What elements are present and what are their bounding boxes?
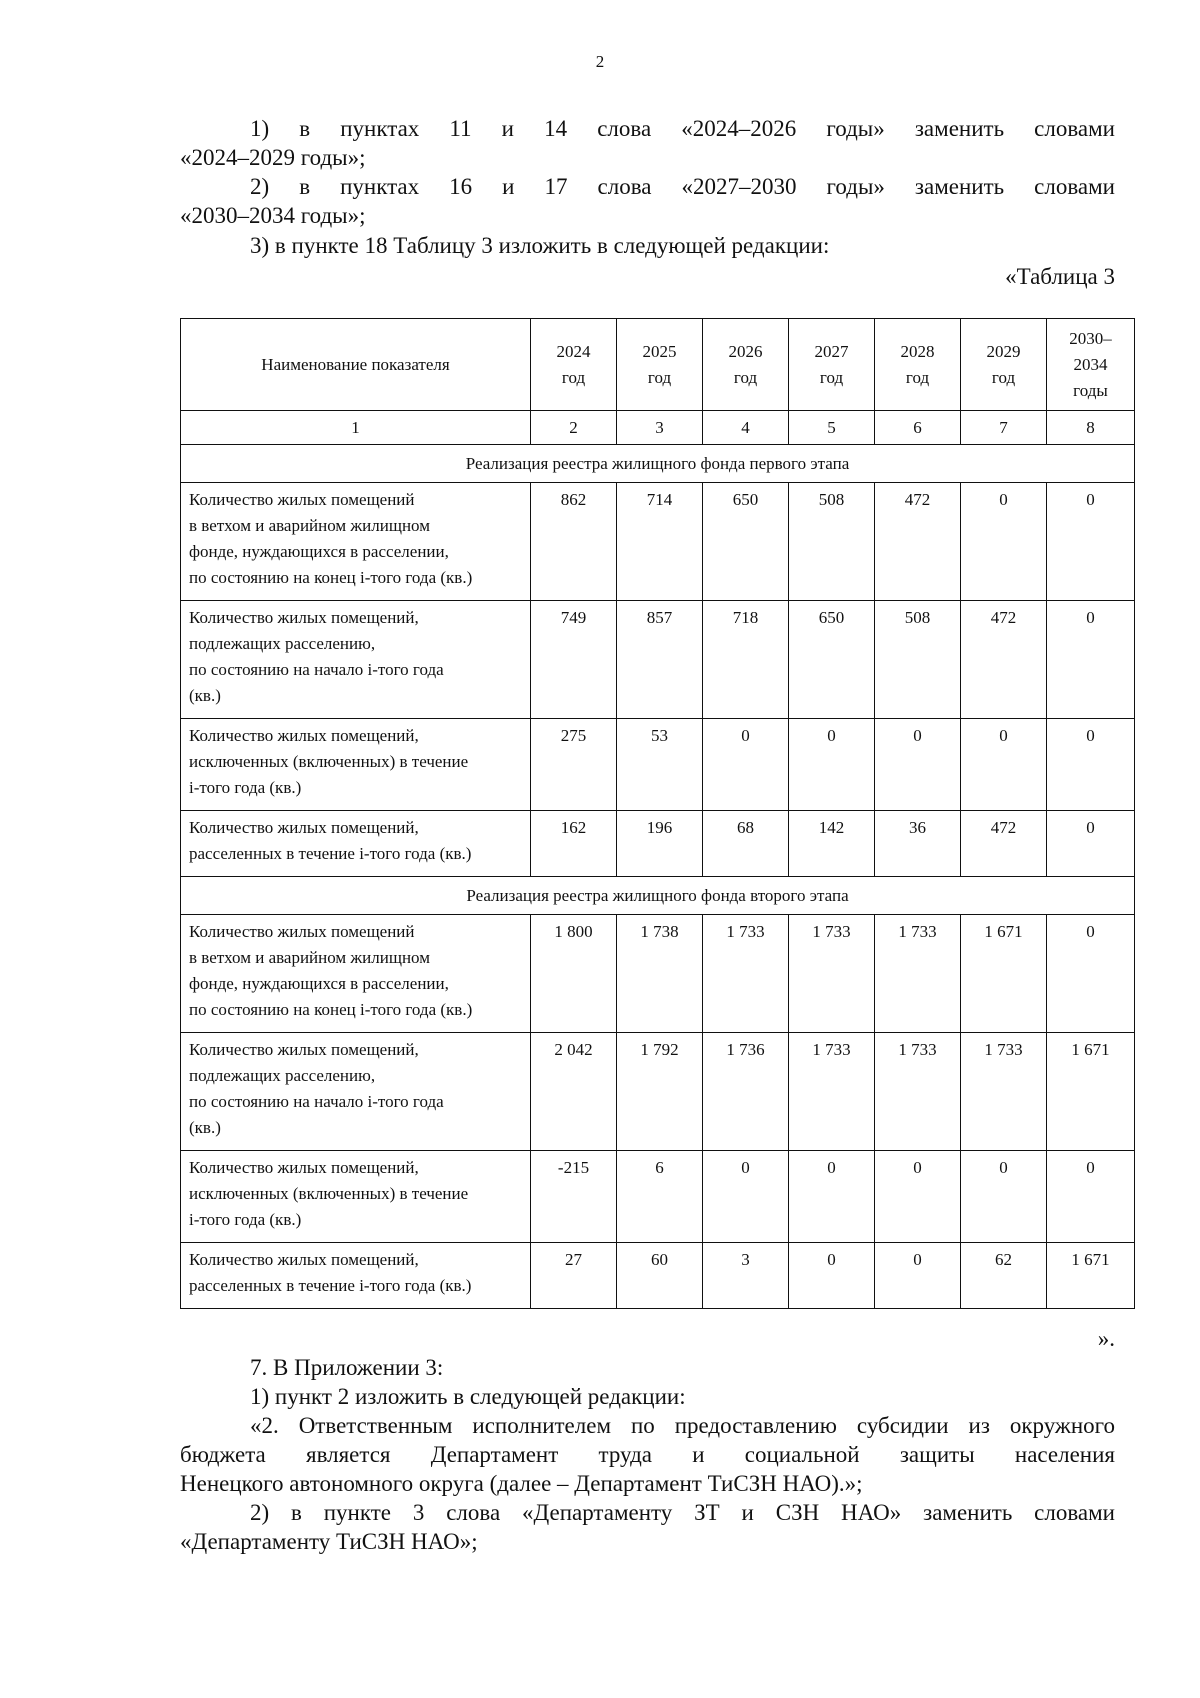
value-cell: 857: [617, 601, 703, 719]
appendix-heading: 7. В Приложении 3:: [250, 1355, 444, 1380]
value-cell: 0: [703, 1151, 789, 1243]
row-label-line: Количество жилых помещений,: [189, 608, 419, 627]
value-cell: 0: [961, 483, 1047, 601]
row-label: [181, 1033, 531, 1151]
row-label-line: Количество жилых помещений,: [189, 1040, 419, 1059]
value-cell: 472: [961, 601, 1047, 719]
value-cell: 508: [875, 601, 961, 719]
table-row: [181, 915, 1135, 1033]
value-cell: 0: [1047, 601, 1135, 719]
column-number: 2: [531, 411, 617, 445]
table-row: [181, 719, 1135, 811]
row-label-line: в ветхом и аварийном жилищном: [189, 516, 430, 535]
header-year-2030-2034: [1047, 319, 1135, 411]
header-year-unit: год: [905, 367, 930, 387]
row-label-line: Количество жилых помещений,: [189, 818, 419, 837]
header-year-2028: [875, 319, 961, 411]
row-label-line: по состоянию на начало i-того года: [189, 660, 444, 679]
intro-item-3: 3) в пункте 18 Таблицу 3 изложить в следующей редакции:: [250, 233, 830, 258]
value-cell: 0: [875, 1243, 961, 1309]
row-label-line: фонде, нуждающихся в расселении,: [189, 974, 449, 993]
value-cell: 1 671: [961, 915, 1047, 1033]
value-cell: 1 738: [617, 915, 703, 1033]
value-cell: 0: [875, 1151, 961, 1243]
appendix-item-1: 1) пункт 2 изложить в следующей редакции:: [250, 1384, 686, 1409]
row-label: [181, 483, 531, 601]
value-cell: 650: [789, 601, 875, 719]
row-label: [181, 719, 531, 811]
row-label: [181, 811, 531, 877]
header-year-line: 2027: [814, 341, 849, 361]
value-cell: 1 733: [789, 1033, 875, 1151]
value-cell: 36: [875, 811, 961, 877]
table-caption: «Таблица 3: [1005, 264, 1115, 289]
row-label: [181, 915, 531, 1033]
row-label-line: Количество жилых помещений,: [189, 726, 419, 745]
intro-item-2-line-2: «2030–2034 годы»;: [180, 203, 366, 228]
row-label-line: Количество жилых помещений: [189, 490, 415, 509]
row-label-line: i-того года (кв.): [189, 778, 302, 797]
row-label-line: подлежащих расселению,: [189, 1066, 376, 1085]
row-label-line: Количество жилых помещений: [189, 922, 415, 941]
header-year-line: 2028: [900, 341, 935, 361]
table-3: [180, 318, 1135, 1309]
value-cell: 508: [789, 483, 875, 601]
row-label: [181, 601, 531, 719]
appendix-item-2-line-2: «Департаменту ТиСЗН НАО»;: [180, 1529, 478, 1554]
value-cell: 1 671: [1047, 1243, 1135, 1309]
value-cell: 472: [875, 483, 961, 601]
section-row-stage-2: [181, 877, 1135, 915]
value-cell: 1 792: [617, 1033, 703, 1151]
table-row: [181, 483, 1135, 601]
header-year-line: 2026: [728, 341, 763, 361]
row-label-line: исключенных (включенных) в течение: [189, 1184, 469, 1203]
column-number: 6: [875, 411, 961, 445]
value-cell: 714: [617, 483, 703, 601]
row-label-line: по состоянию на конец i-того года (кв.): [189, 1000, 473, 1019]
header-year-2027: [789, 319, 875, 411]
table-row: [181, 1151, 1135, 1243]
value-cell: 472: [961, 811, 1047, 877]
value-cell: 62: [961, 1243, 1047, 1309]
value-cell: 1 800: [531, 915, 617, 1033]
value-cell: 0: [1047, 483, 1135, 601]
table-row: [181, 811, 1135, 877]
header-indicator-name: Наименование показателя: [181, 319, 531, 411]
value-cell: 60: [617, 1243, 703, 1309]
header-year-2029: [961, 319, 1047, 411]
header-year-unit: год: [561, 367, 586, 387]
header-year-2026: [703, 319, 789, 411]
column-number-row: [181, 411, 1135, 445]
row-label-line: расселенных в течение i-того года (кв.): [189, 1276, 472, 1295]
row-label-line: i-того года (кв.): [189, 1210, 302, 1229]
value-cell: 0: [703, 719, 789, 811]
header-year-2024: [531, 319, 617, 411]
row-label-line: по состоянию на начало i-того года: [189, 1092, 444, 1111]
value-cell: 0: [1047, 719, 1135, 811]
value-cell: 6: [617, 1151, 703, 1243]
value-cell: 3: [703, 1243, 789, 1309]
value-cell: 0: [961, 1151, 1047, 1243]
intro-item-2-line-1: 2) в пунктах 16 и 17 слова «2027–2030 годы» заменить словами: [250, 174, 1115, 199]
value-cell: 0: [1047, 811, 1135, 877]
row-label: [181, 1151, 531, 1243]
column-number: 1: [181, 411, 531, 445]
row-label: [181, 1243, 531, 1309]
value-cell: 0: [875, 719, 961, 811]
intro-item-1-line-1: 1) в пунктах 11 и 14 слова «2024–2026 годы» заменить словами: [250, 116, 1115, 141]
value-cell: 1 671: [1047, 1033, 1135, 1151]
value-cell: 749: [531, 601, 617, 719]
section-row-stage-1: [181, 445, 1135, 483]
row-label-line: расселенных в течение i-того года (кв.): [189, 844, 472, 863]
value-cell: 718: [703, 601, 789, 719]
value-cell: 53: [617, 719, 703, 811]
value-cell: 1 733: [789, 915, 875, 1033]
header-year-line: 2029: [986, 341, 1021, 361]
value-cell: 1 733: [961, 1033, 1047, 1151]
table-row: [181, 1033, 1135, 1151]
row-label-line: Количество жилых помещений,: [189, 1158, 419, 1177]
header-year-unit: год: [647, 367, 672, 387]
header-year-2025: [617, 319, 703, 411]
value-cell: 0: [789, 1243, 875, 1309]
table-header-row: [181, 319, 1135, 411]
value-cell: 0: [789, 719, 875, 811]
page-number: 2: [595, 52, 605, 71]
value-cell: 1 733: [875, 1033, 961, 1151]
intro-item-1-line-2: «2024–2029 годы»;: [180, 145, 366, 170]
row-label-line: фонде, нуждающихся в расселении,: [189, 542, 449, 561]
column-number: 3: [617, 411, 703, 445]
value-cell: 275: [531, 719, 617, 811]
column-number: 4: [703, 411, 789, 445]
row-label-line: (кв.): [189, 686, 221, 705]
value-cell: 27: [531, 1243, 617, 1309]
row-label-line: подлежащих расселению,: [189, 634, 376, 653]
header-year-unit: годы: [1073, 380, 1108, 400]
row-label-line: исключенных (включенных) в течение: [189, 752, 469, 771]
section-title: Реализация реестра жилищного фонда второго этапа: [181, 877, 1135, 915]
appendix-quote-line-1: «2. Ответственным исполнителем по предоставлению субсидии из окружного: [250, 1413, 1115, 1438]
column-number: 8: [1047, 411, 1135, 445]
header-year-unit: год: [819, 367, 844, 387]
value-cell: 196: [617, 811, 703, 877]
column-number: 7: [961, 411, 1047, 445]
value-cell: -215: [531, 1151, 617, 1243]
value-cell: 162: [531, 811, 617, 877]
table-closing-mark: ».: [1097, 1326, 1115, 1351]
value-cell: 862: [531, 483, 617, 601]
appendix-quote-line-2: бюджета является Департамент труда и социальной защиты населения: [180, 1442, 1115, 1467]
header-year-unit: год: [991, 367, 1016, 387]
row-label-line: (кв.): [189, 1118, 221, 1137]
value-cell: 0: [1047, 915, 1135, 1033]
row-label-line: в ветхом и аварийном жилищном: [189, 948, 430, 967]
row-label-line: по состоянию на конец i-того года (кв.): [189, 568, 473, 587]
column-number: 5: [789, 411, 875, 445]
value-cell: 2 042: [531, 1033, 617, 1151]
value-cell: 0: [1047, 1151, 1135, 1243]
header-year-line: 2030–: [1069, 328, 1112, 348]
value-cell: 68: [703, 811, 789, 877]
appendix-quote-line-3: Ненецкого автономного округа (далее – Департамент ТиСЗН НАО).»;: [180, 1471, 863, 1496]
row-label-line: Количество жилых помещений,: [189, 1250, 419, 1269]
section-title: Реализация реестра жилищного фонда первого этапа: [181, 445, 1135, 483]
value-cell: 1 733: [703, 915, 789, 1033]
appendix-item-2-line-1: 2) в пункте 3 слова «Департаменту ЗТ и СЗН НАО» заменить словами: [250, 1500, 1115, 1525]
value-cell: 650: [703, 483, 789, 601]
table-row: [181, 1243, 1135, 1309]
value-cell: 1 733: [875, 915, 961, 1033]
value-cell: 1 736: [703, 1033, 789, 1151]
value-cell: 0: [789, 1151, 875, 1243]
header-year-line: 2025: [642, 341, 677, 361]
header-year-line: 2034: [1073, 354, 1108, 374]
value-cell: 142: [789, 811, 875, 877]
table-row: [181, 601, 1135, 719]
header-year-line: 2024: [556, 341, 591, 361]
header-year-unit: год: [733, 367, 758, 387]
value-cell: 0: [961, 719, 1047, 811]
